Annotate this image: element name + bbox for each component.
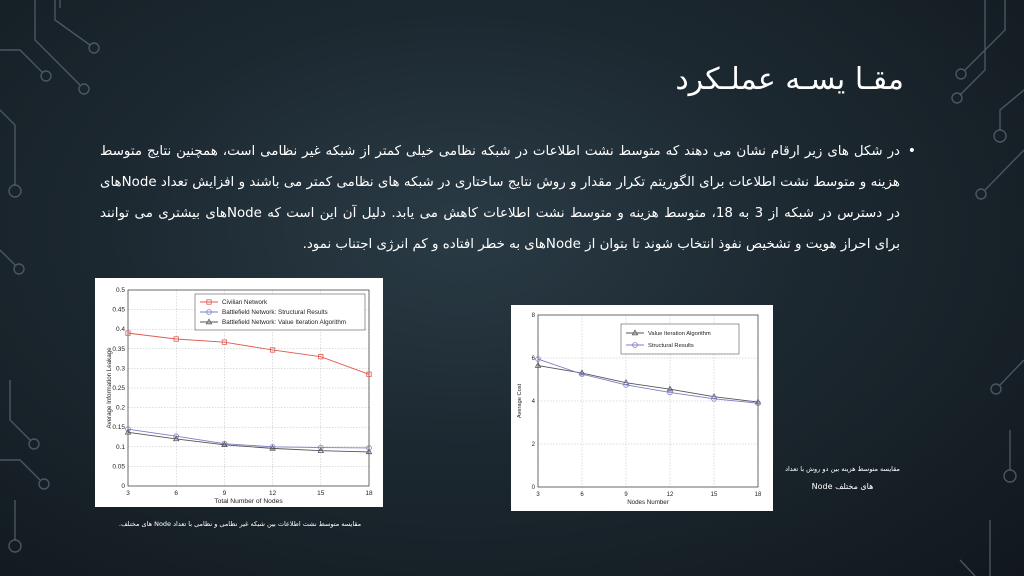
y-tick-label: 0.25 <box>112 385 125 392</box>
y-tick-label: 0.1 <box>115 443 125 451</box>
x-axis-label: Nodes Number <box>627 499 669 506</box>
leakage-chart-svg <box>95 278 383 507</box>
y-tick-label: 0.35 <box>112 345 125 353</box>
x-axis-label: Total Number of Nodes <box>214 498 283 505</box>
legend-label: Civilian Network <box>222 299 268 306</box>
x-tick-label: 18 <box>754 492 762 498</box>
x-tick-label: 15 <box>317 490 325 497</box>
x-tick-label: 15 <box>710 492 718 498</box>
y-axis-label: Average Information Leakage <box>106 347 113 429</box>
legend-box <box>621 324 739 354</box>
leakage-chart-caption: مقایسه متوسط نشت اطلاعات بین شبکه غیر نظامی و نظامی با تعداد Node های مختلف. <box>118 520 362 528</box>
cost-chart <box>511 305 773 511</box>
slide-title: مقـا یسـه عملـکرد <box>675 62 904 97</box>
y-tick-label: 0.15 <box>112 424 125 432</box>
series-line <box>538 359 758 403</box>
legend-label: Battlefield Network: Value Iteration Algorithm <box>222 319 347 326</box>
x-tick-label: 3 <box>126 490 130 497</box>
x-tick-label: 3 <box>536 492 540 498</box>
x-tick-label: 12 <box>268 490 277 497</box>
leakage-chart <box>95 278 383 507</box>
x-tick-label: 6 <box>580 492 584 498</box>
y-tick-label: 0.2 <box>115 404 125 412</box>
series-line <box>128 333 369 374</box>
series-line <box>128 429 369 448</box>
y-tick-label: 4 <box>531 399 535 405</box>
y-tick-label: 2 <box>531 442 535 448</box>
legend-label: Value Iteration Algorithm <box>648 331 711 337</box>
y-tick-label: 0.5 <box>115 287 125 294</box>
legend-label: Battlefield Network: Structural Results <box>222 309 328 316</box>
x-tick-label: 9 <box>624 492 628 498</box>
x-tick-label: 9 <box>222 490 227 497</box>
y-tick-label: 0.3 <box>115 365 125 373</box>
bullet-paragraph <box>100 136 916 260</box>
series-line <box>538 366 758 403</box>
series-line <box>128 432 369 452</box>
y-tick-label: 0.4 <box>115 326 125 334</box>
x-tick-label: 6 <box>174 490 179 497</box>
cost-chart-caption-line1: مقایسه متوسط هزینه بین دو روش با تعداد <box>785 465 900 473</box>
y-tick-label: 0.05 <box>112 463 125 471</box>
y-tick-label: 0 <box>531 485 535 491</box>
cost-chart-caption-line2: Node های مختلف <box>811 482 874 491</box>
y-tick-label: 0.45 <box>112 306 125 314</box>
y-axis-label: Average Cost <box>517 383 523 419</box>
y-tick-label: 8 <box>531 313 535 319</box>
bullet-text: در شکل های زیر ارقام نشان می دهند که متوسط نشت اطلاعات در شبکه نظامی خیلی کمتر از شبکه غیر نظامی است، همچنین نتایج متوسط هزینه و متوسط نشت اطلاعات برای الگوریتم تکرار مقدار و روش نتایج ساختاری در شبکه های نظامی کمتر می باشند و افزایش تعداد Nodeهای در دسترس در شبکه از 3 به 18، متوسط هزینه و متوسط نشت اطلاعات کاهش می یابد. دلیل آن این است که Nodeهای بیشتری می توانند برای احراز هویت و تشخیص نفوذ انتخاب شوند تا بتوان از Nodeهای به خطر افتاده و کم انرژی اجتناب نمود. <box>100 144 901 252</box>
legend-label: Structural Results <box>648 343 694 349</box>
cost-chart-svg <box>511 305 773 511</box>
y-tick-label: 0 <box>121 483 125 490</box>
y-tick-label: 6 <box>531 356 535 362</box>
bullet-marker: • <box>907 143 916 159</box>
x-tick-label: 18 <box>365 490 373 497</box>
x-tick-label: 12 <box>666 492 674 498</box>
